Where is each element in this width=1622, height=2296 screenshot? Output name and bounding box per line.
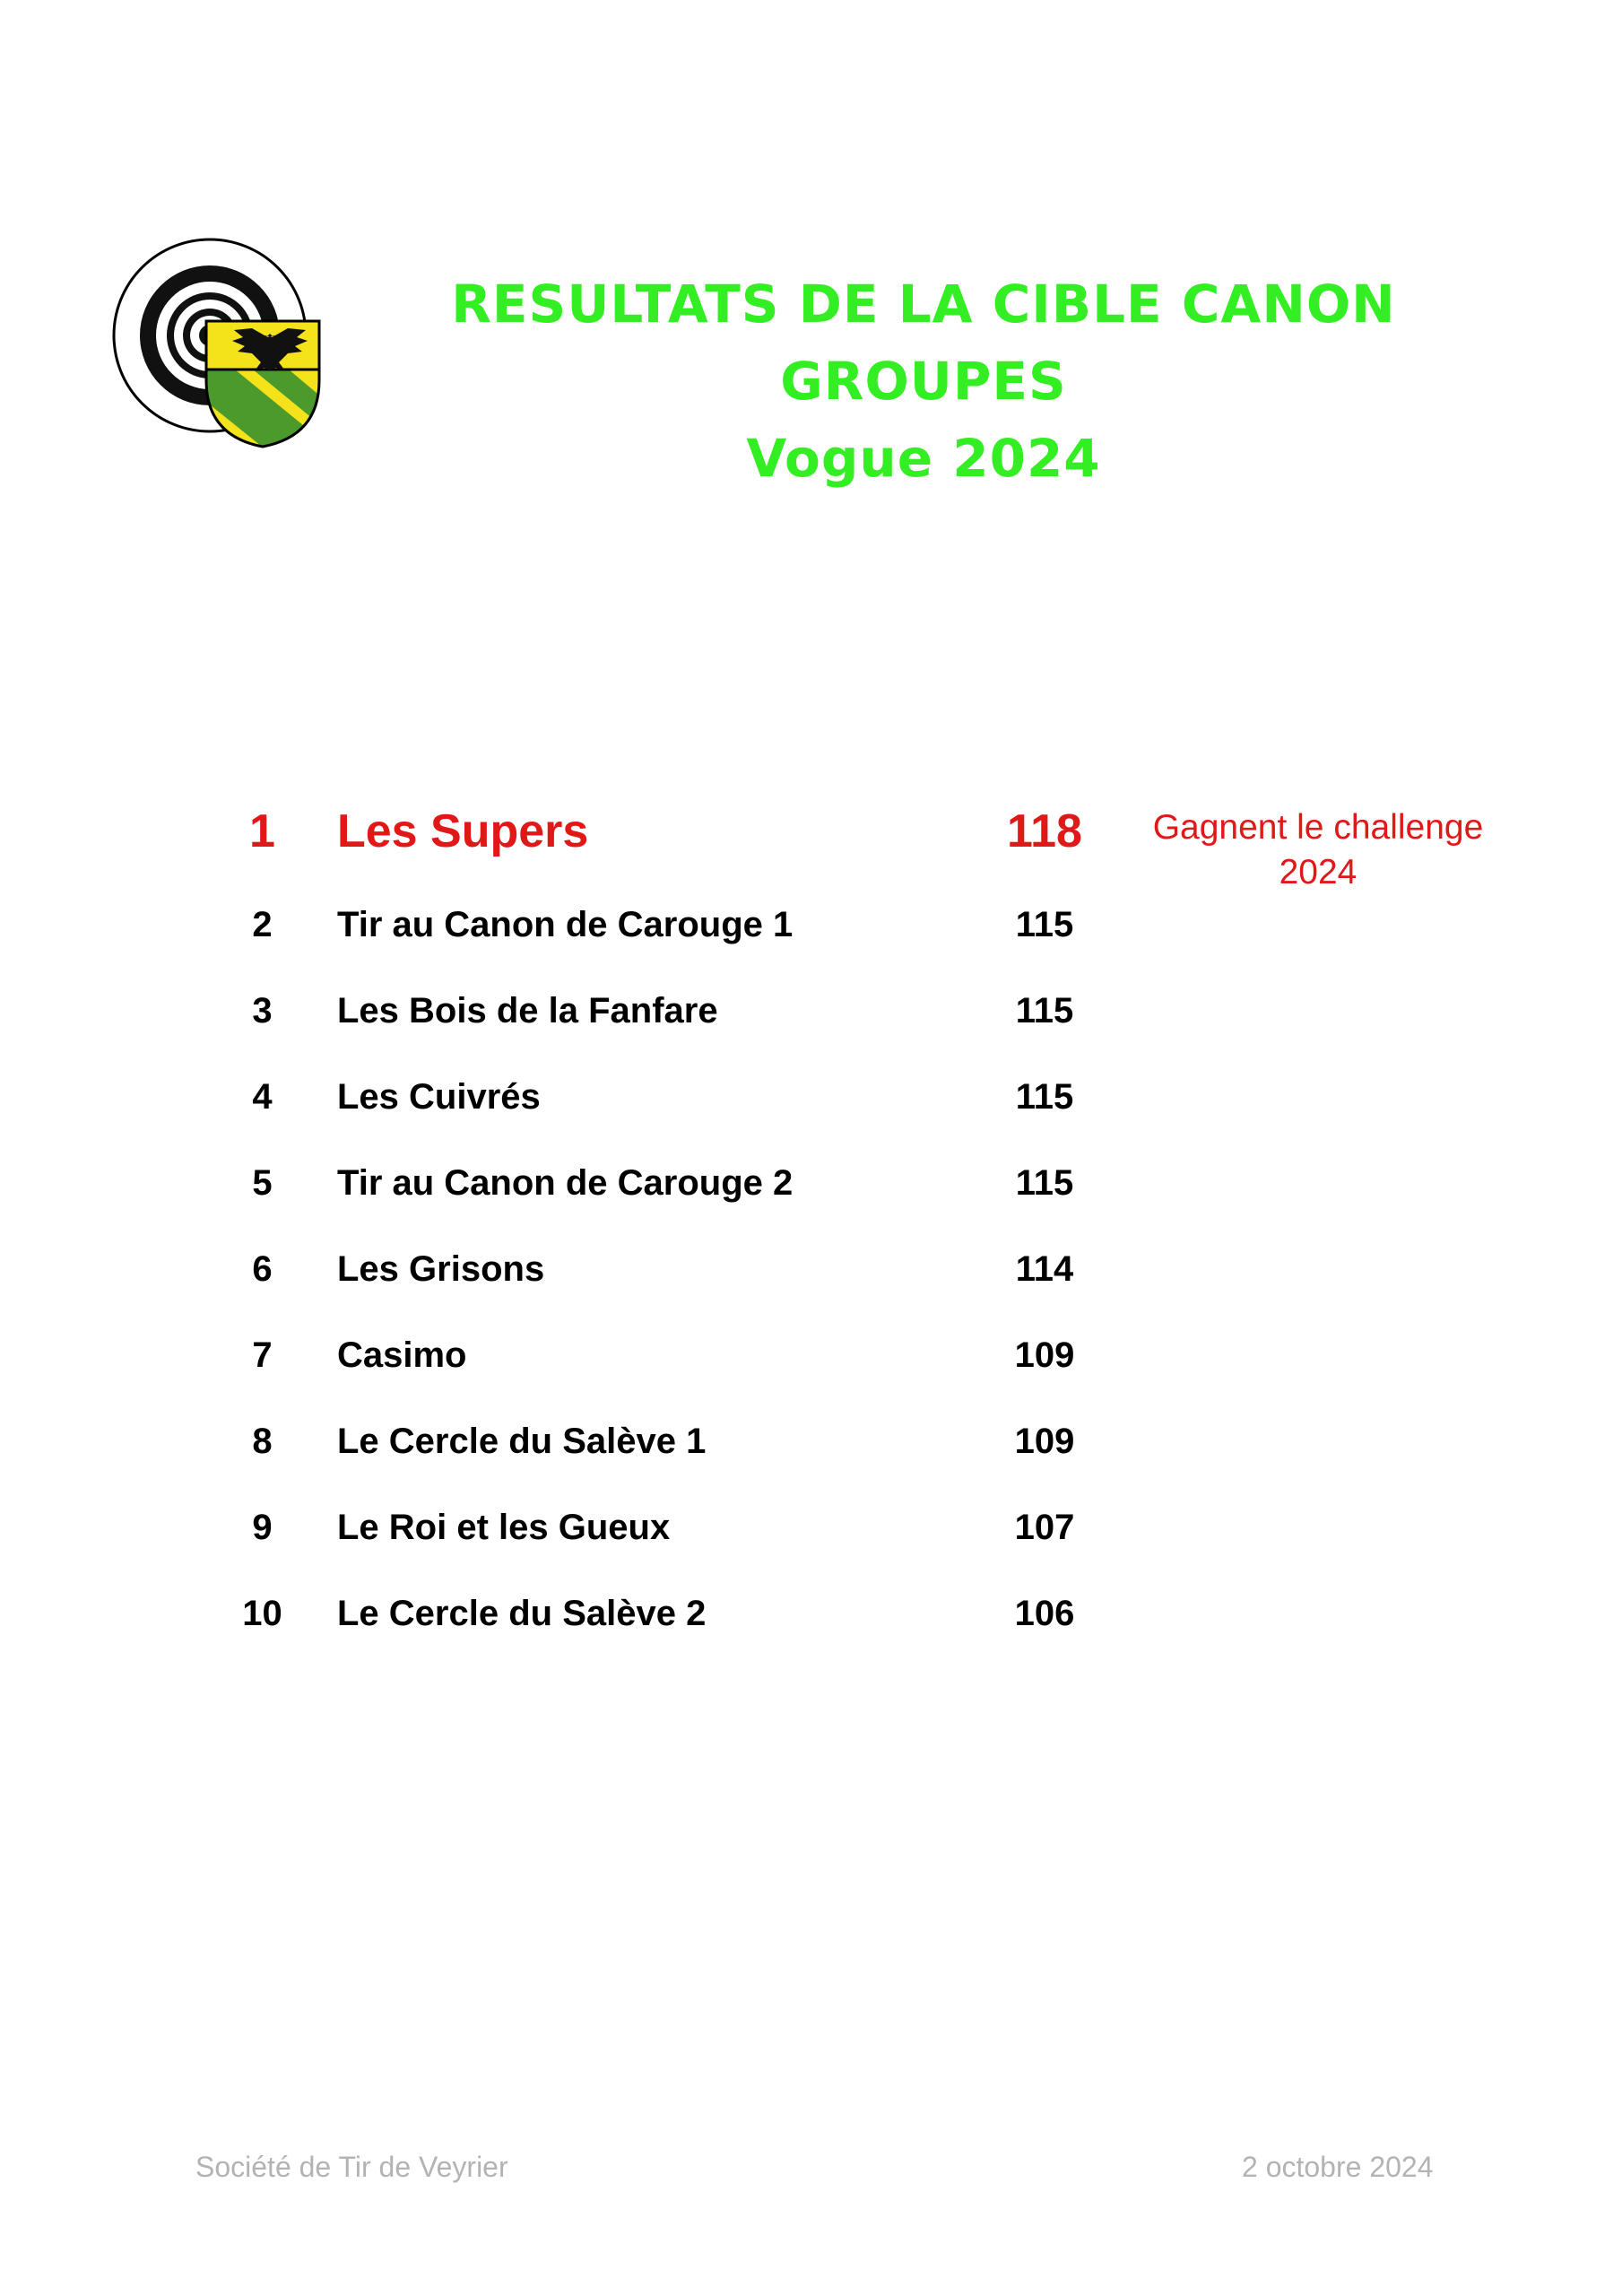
result-score: 109 — [1014, 1422, 1075, 1461]
title-line-2: GROUPES — [780, 351, 1067, 412]
result-row — [0, 1508, 1622, 1594]
club-logo — [109, 235, 325, 450]
result-rank: 8 — [252, 1422, 273, 1461]
result-group-name: Tir au Canon de Carouge 1 — [337, 905, 794, 944]
result-score: 115 — [1015, 991, 1074, 1031]
winner-note-line-2: 2024 — [1279, 853, 1357, 891]
result-group-name: Les Bois de la Fanfare — [337, 991, 718, 1031]
result-row — [0, 1249, 1622, 1335]
result-score: 109 — [1014, 1335, 1075, 1375]
title-line-3: Vogue 2024 — [746, 428, 1101, 489]
result-rank: 1 — [249, 805, 275, 857]
footer-date: 2 octobre 2024 — [1242, 2151, 1434, 2183]
result-score: 107 — [1014, 1508, 1075, 1547]
result-row — [0, 1077, 1622, 1163]
result-rank: 5 — [252, 1163, 273, 1203]
winner-note — [1121, 805, 1515, 895]
result-row — [0, 1594, 1622, 1680]
result-rank: 3 — [252, 991, 273, 1031]
result-group-name: Le Cercle du Salève 2 — [337, 1594, 707, 1633]
result-row — [0, 1335, 1622, 1422]
result-group-name: Casimo — [337, 1335, 467, 1375]
result-row — [0, 1422, 1622, 1508]
result-rank: 9 — [252, 1508, 273, 1547]
result-rank: 10 — [242, 1594, 282, 1633]
result-row — [0, 905, 1622, 991]
document-title — [341, 265, 1506, 497]
result-row — [0, 1163, 1622, 1249]
result-score: 115 — [1015, 905, 1074, 944]
result-group-name: Tir au Canon de Carouge 2 — [337, 1163, 794, 1203]
result-group-name: Les Grisons — [337, 1249, 545, 1289]
result-group-name: Les Supers — [337, 805, 589, 857]
result-score: 106 — [1014, 1594, 1075, 1633]
result-rank: 6 — [252, 1249, 273, 1289]
result-score: 114 — [1015, 1249, 1074, 1289]
result-group-name: Le Roi et les Gueux — [337, 1508, 671, 1547]
result-row — [0, 991, 1622, 1077]
result-score: 115 — [1015, 1163, 1074, 1203]
title-line-1: RESULTATS DE LA CIBLE CANON — [451, 274, 1396, 335]
result-rank: 7 — [252, 1335, 273, 1375]
result-group-name: Le Cercle du Salève 1 — [337, 1422, 707, 1461]
result-score: 118 — [1007, 805, 1082, 857]
result-group-name: Les Cuivrés — [337, 1077, 541, 1117]
result-rank: 4 — [252, 1077, 273, 1117]
footer-organization: Société de Tir de Veyrier — [195, 2151, 508, 2183]
result-rank: 2 — [252, 905, 273, 944]
result-score: 115 — [1015, 1077, 1074, 1117]
winner-note-line-1: Gagnent le challenge — [1152, 808, 1484, 847]
